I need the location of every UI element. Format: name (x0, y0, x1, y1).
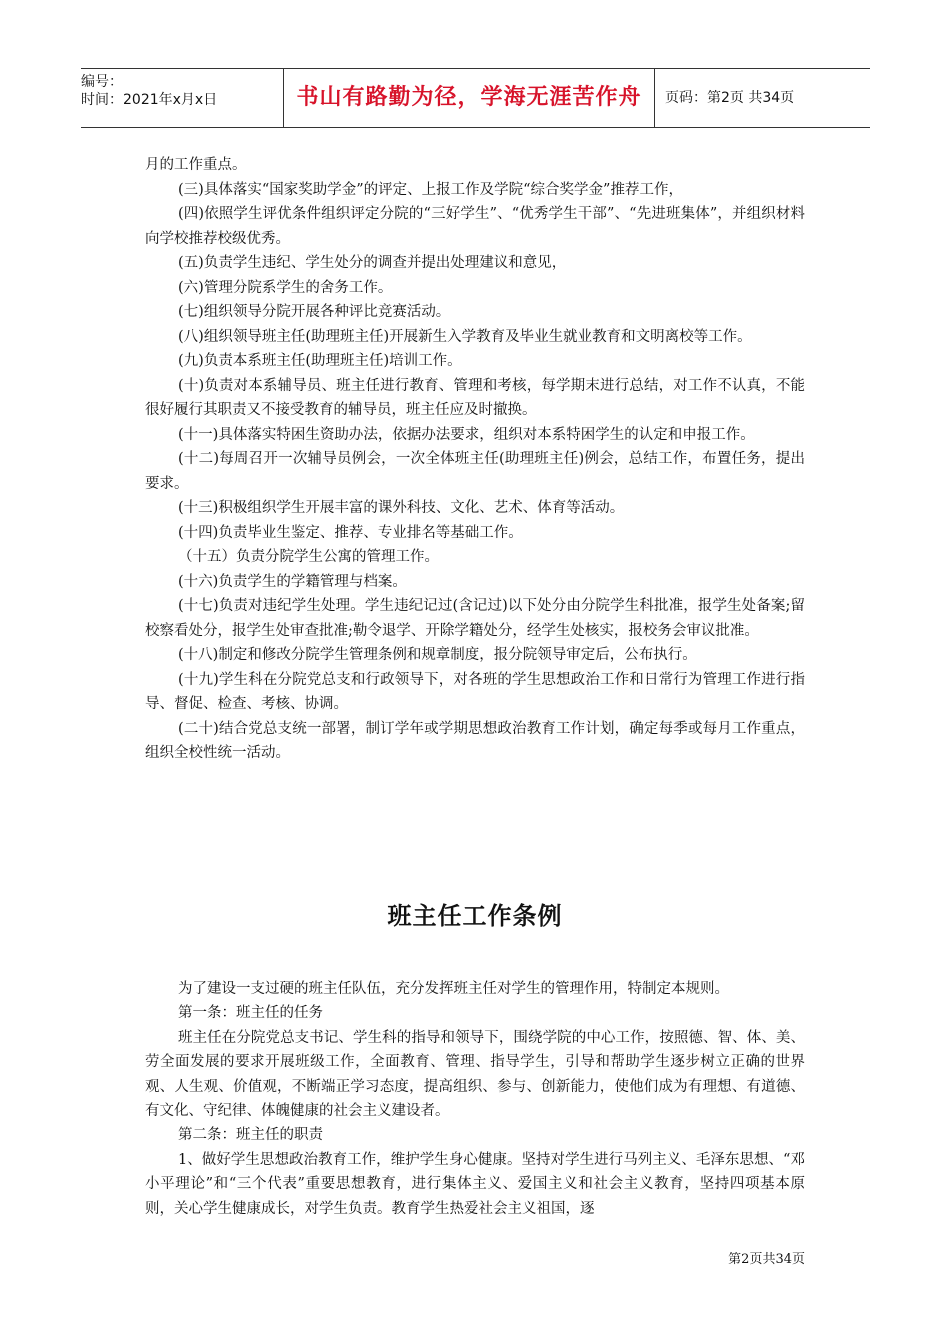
paragraph: (十三)积极组织学生开展丰富的课外科技、文化、艺术、体育等活动。 (178, 500, 625, 516)
header-left-cell (81, 69, 283, 127)
section-1-body (145, 153, 805, 766)
document-number-label: 编号： (81, 74, 123, 90)
paragraph: (十二)每周召开一次辅导员例会，一次全体班主任(助理班主任)例会，总结工作，布置任务，提出要求。 (145, 451, 805, 492)
header-motto-cell (283, 69, 655, 127)
paragraph: (九)负责本系班主任(助理班主任)培训工作。 (178, 353, 462, 369)
paragraph: (十一)具体落实特困生资助办法，依据办法要求，组织对本系特困学生的认定和申报工作。 (178, 426, 755, 443)
paragraph: (八)组织领导班主任(助理班主任)开展新生入学教育及毕业生就业教育和文明离校等工作。 (178, 328, 752, 345)
paragraph: (十四)负责毕业生鉴定、推荐、专业排名等基础工作。 (178, 524, 523, 541)
paragraph: (六)管理分院系学生的舍务工作。 (178, 279, 393, 296)
paragraph: (四)依照学生评优条件组织评定分院的“三好学生”、“优秀学生干部”、“先进班集体”，并组织材料向学校推荐校级优秀。 (145, 206, 805, 247)
paragraph: 月的工作重点。 (145, 157, 247, 173)
section-2-body (145, 977, 805, 1221)
paragraph: (二十)结合党总支统一部署，制订学年或学期思想政治教育工作计划，确定每季或每月工作重点，组织全校性统一活动。 (145, 720, 805, 761)
article-heading: 第二条：班主任的职责 (178, 1127, 323, 1144)
paragraph: (十七)负责对违纪学生处理。学生违纪记过(含记过)以下处分由分院学生科批准，报学生处备案;留校察看处分，报学生处审查批准;勒令退学、开除学籍处分，经学生处核实，报校务会审议批准。 (145, 598, 805, 639)
header-motto: 书山有路勤为径，学海无涯苦作舟 (296, 85, 642, 110)
paragraph: (十九)学生科在分院党总支和行政领导下，对各班的学生思想政治工作和日常行为管理工作进行指导、督促、检查、考核、协调。 (145, 671, 805, 712)
paragraph: (七)组织领导分院开展各种评比竞赛活动。 (178, 304, 451, 320)
paragraph: 1、做好学生思想政治教育工作，维护学生身心健康。坚持对学生进行马列主义、毛泽东思想、“邓小平理论”和“三个代表”重要思想教育，进行集体主义、爱国主义和社会主义教育，坚持四项基本原则，关心学生健康成长，对学生负责。教育学生热爱社会主义祖国，逐 (145, 1151, 805, 1217)
document-time-label: 时间：2021年x月x日 (81, 92, 218, 108)
paragraph: (十)负责对本系辅导员、班主任进行教育、管理和考核，每学期末进行总结，对工作不认真，不能很好履行其职责又不接受教育的辅导员，班主任应及时撤换。 (145, 377, 805, 418)
paragraph: (十六)负责学生的学籍管理与档案。 (178, 573, 407, 590)
paragraph: (十八)制定和修改分院学生管理条例和规章制度，报分院领导审定后，公布执行。 (178, 647, 697, 663)
section-2-title: 班主任工作条例 (387, 902, 563, 930)
page-header (81, 68, 870, 128)
paragraph: 为了建设一支过硬的班主任队伍，充分发挥班主任对学生的管理作用，特制定本规则。 (178, 981, 729, 997)
article-heading: 第一条：班主任的任务 (178, 1005, 323, 1022)
paragraph: (三)具体落实“国家奖助学金”的评定、上报工作及学院“综合奖学金”推荐工作， (178, 181, 683, 198)
paragraph: （十五）负责分院学生公寓的管理工作。 (178, 549, 439, 565)
paragraph: (五)负责学生违纪、学生处分的调查并提出处理建议和意见， (178, 255, 567, 271)
page-footer-number: 第2页共34页 (728, 1252, 805, 1267)
paragraph: 班主任在分院党总支书记、学生科的指导和领导下，围绕学院的中心工作，按照德、智、体、美、劳全面发展的要求开展班级工作，全面教育、管理、指导学生，引导和帮助学生逐步树立正确的世界观、人生观、价值观，不断端正学习态度，提高组织、参与、创新能力，使他们成为有理想、有道德、有文化、守纪律、体魄健康的社会主义建设者。 (145, 1029, 805, 1120)
header-page-code: 页码：第2页 共34页 (665, 90, 795, 106)
